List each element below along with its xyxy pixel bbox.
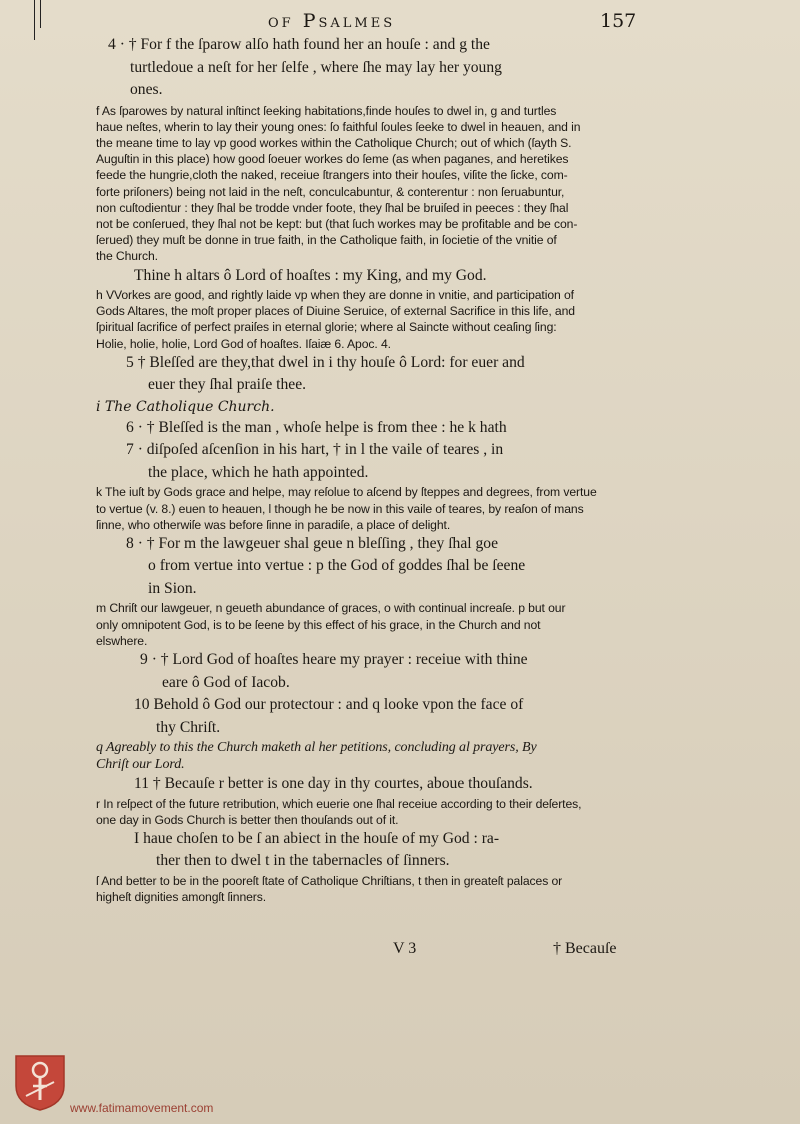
- verse-line: I haue choſen to be ſ an abiect in the houſe of my God : ra-: [134, 829, 500, 847]
- verse-line: 9 · † Lord God of hoaſtes heare my prayer : receiue with thine: [140, 651, 528, 669]
- annotation-line: Gods Altares, the moſt proper places of Diuine Seruice, of external Sacrifice in this life, and: [96, 304, 575, 319]
- annotation-line: not be conſerued, they ſhal not be kept: but (that ſuch workes may be profitable and be con-: [96, 216, 578, 231]
- verse-6-7: [96, 417, 752, 485]
- annotation-line: elswhere.: [96, 633, 148, 648]
- verse-line: Thine h altars ô Lord of hoaſtes : my King, and my God.: [134, 266, 487, 284]
- annotation-line: h VVorkes are good, and rightly laide vp when they are donne in vnitie, and participation of: [96, 288, 574, 303]
- verse-line: the place, which he hath appointed.: [148, 463, 369, 481]
- annotation-line: feede the hungrie,cloth the naked, receiue ſtrangers into their houſes, viſite the ſicke, com-: [96, 168, 568, 183]
- page-header: [0, 10, 800, 36]
- annotation-line: Auguſtin in this place) how good ſoeuer workes do ſeme (as when paganes, and heretikes: [96, 152, 569, 167]
- verse-line: 6 · † Bleſſed is the man , whoſe helpe is from thee : he k hath: [126, 418, 507, 436]
- annotation-q: [96, 739, 752, 773]
- annotation-line: ſpiritual ſacrifice of perfect praiſes in eternal glorie; where al Saincte without ceaſing ſing:: [96, 320, 557, 335]
- annotation-m: [96, 600, 752, 649]
- page-footer: [0, 940, 800, 964]
- annotation-line: ſinne, who otherwiſe was before ſinne in paradiſe, a place of delight.: [96, 517, 451, 532]
- annotation-line: the Church.: [96, 249, 158, 264]
- verse-line: ther then to dwel t in the tabernacles of ſinners.: [156, 852, 450, 870]
- annotation-line: one day in Gods Church is better then thouſands out of it.: [96, 812, 399, 827]
- annotation-line: the meane time to lay vp good workes within the Catholique Church; out of which (ſayth S.: [96, 135, 572, 150]
- fatima-logo-icon: [14, 1052, 66, 1112]
- annotation-k: [96, 484, 752, 533]
- annotation-line: to vertue (v. 8.) euen to heauen, l though he be now in this vaile of teares, by reaſon of mans: [96, 501, 584, 516]
- annotation-line: r In reſpect of the future retribution, which euerie one ſhal receiue according to their deſertes,: [96, 796, 582, 811]
- running-head: of Psalmes: [268, 10, 396, 32]
- annotation-h: [96, 287, 752, 352]
- annotation-line: q Agreably to this the Church maketh al her petitions, concluding al prayers, By: [96, 740, 537, 756]
- page-number: 157: [600, 10, 637, 32]
- annotation-line: ſ And better to be in the pooreſt ſtate of Catholique Chriſtians, t then in greateſt palaces or: [96, 873, 563, 888]
- verse-10: [96, 694, 752, 739]
- verse-11-continued: [96, 828, 752, 873]
- verse-line: 7 · diſpoſed aſcenſion in his hart, † in l the vaile of teares , in: [126, 441, 504, 459]
- annotation-line: forte priſoners) being not laid in the neſt, conculcabuntur, & conterentur : non ſeruabuntur,: [96, 184, 565, 199]
- verse-8: [96, 533, 752, 601]
- annotation-line: Holie, holie, holie, Lord God of hoaſtes. Iſaiæ 6. Apoc. 4.: [96, 336, 391, 351]
- signature-mark: V 3: [393, 940, 417, 957]
- verse-11: [96, 773, 752, 796]
- verse-line: ones.: [130, 81, 163, 98]
- watermark-site-url: www.fatimamovement.com: [70, 1101, 214, 1115]
- verse-4-continued: [96, 265, 752, 288]
- annotation-line: haue neſtes, wherin to lay their young ones: ſo faithful ſoules ſeeke to dwel in heauen, and in: [96, 119, 581, 134]
- annotation-line: Chriſt our Lord.: [96, 757, 185, 773]
- verse-line: thy Chriſt.: [156, 718, 221, 736]
- annotation-s: [96, 873, 752, 905]
- annotation-line: higheſt dignities amongſt ſinners.: [96, 890, 267, 905]
- annotation-f: [96, 103, 752, 265]
- verse-line: eare ô God of Iacob.: [162, 673, 290, 691]
- verse-line: o from vertue into vertue : p the God of goddes ſhal be ſeene: [148, 557, 526, 575]
- verse-4: [96, 34, 752, 102]
- annotation-r: [96, 796, 752, 828]
- verse-line: in Sion.: [148, 579, 197, 597]
- annotation-line: only omnipotent God, is to be ſeene by this effect of his grace, in the Church and not: [96, 617, 541, 632]
- annotation-line: ſerued) they muſt be donne in true faith, in the Catholique faith, in ſocietie of the vnitie of: [96, 233, 557, 248]
- verse-line: 4 · † For f the ſparow alſo hath found her an houſe : and g the: [108, 36, 490, 53]
- fatima-logo-shield: [14, 1052, 66, 1112]
- verse-line: 5 † Bleſſed are they,that dwel in i thy houſe ô Lord: for euer and: [126, 353, 525, 371]
- annotation-line: m Chriſt our lawgeuer, n geueth abundance of graces, o with continual increaſe. p but our: [96, 601, 566, 616]
- annotation-i: i The Catholique Church.: [96, 398, 275, 415]
- verse-line: 8 · † For m the lawgeuer shal geue n bleſſing , they ſhal goe: [126, 534, 498, 552]
- annotation-line: f As ſparowes by natural inſtinct ſeeking habitations,finde houſes to dwel in, g and turtles: [96, 103, 557, 118]
- verse-line: 11 † Becauſe r better is one day in thy courtes, aboue thouſands.: [134, 775, 533, 793]
- verse-line: turtledoue a neſt for her ſelfe , where ſhe may lay her young: [130, 58, 502, 76]
- verse-line: 10 Behold ô God our protectour : and q looke vpon the face of: [134, 696, 524, 714]
- annotation-line: non cuſtodientur : they ſhal be trodde vnder foote, they ſhal be bruiſed in peeces : they ſhal: [96, 200, 569, 215]
- annotation-line: k The iuſt by Gods grace and helpe, may reſolue to aſcend by ſteppes and degrees, from vertue: [96, 485, 597, 500]
- verse-5: [96, 352, 752, 397]
- page-body: [96, 34, 752, 905]
- catchword: † Becauſe: [553, 940, 617, 957]
- verse-9: [96, 649, 752, 694]
- verse-line: euer they ſhal praiſe thee.: [148, 376, 307, 394]
